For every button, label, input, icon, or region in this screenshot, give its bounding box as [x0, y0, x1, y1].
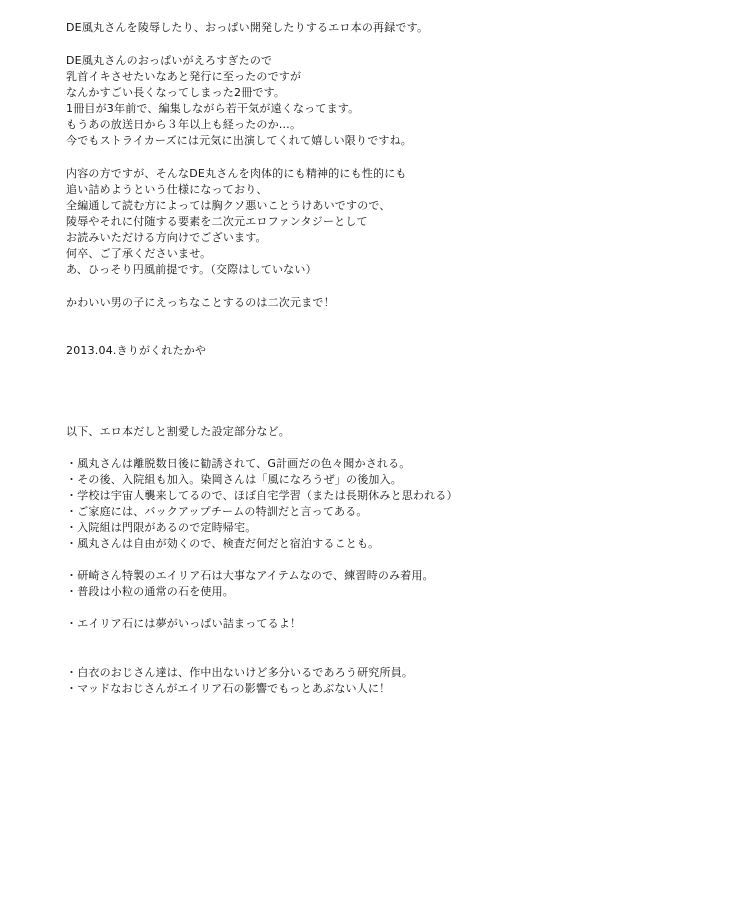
settings-item: ・その後、入院組も加入。染岡さんは「風になろうぜ」の後加入。	[66, 473, 402, 486]
about-line: なんかすごい長くなってしまった2冊です。	[66, 86, 286, 99]
about-line: 今でもストライカーズには元気に出演してくれて嬉しい限りですね。	[66, 134, 412, 147]
settings-item: ・エイリア石には夢がいっぱい詰まってるよ！	[66, 617, 302, 630]
content-line: 追い詰めようという仕様になっており、	[66, 183, 268, 196]
settings-item: ・普段は小粒の通常の石を使用。	[66, 585, 234, 598]
settings-item: ・白衣のおじさん達は、作中出ないけど多分いるであろう研究所員。	[66, 666, 414, 679]
about-line: DE風丸さんのおっぱいがえろすぎたので	[66, 54, 273, 67]
settings-item: ・風丸さんは離脱数日後に勧誘されて、G計画だの色々聞かされる。	[66, 457, 411, 470]
settings-item: ・マッドなおじさんがエイリア石の影響でもっとあぶない人に！	[66, 682, 391, 695]
content-line: あ、ひっそり円風前提です。（交際はしていない）	[66, 263, 317, 276]
settings-item: ・入院組は門限があるので定時帰宅。	[66, 521, 257, 534]
about-line: もうあの放送日から３年以上も経ったのか…。	[66, 118, 302, 131]
settings-item: ・研崎さん特製のエイリア石は大事なアイテムなので、練習時のみ着用。	[66, 569, 434, 582]
settings-item: ・学校は宇宙人襲来してるので、ほぼ自宅学習（または長期休みと思われる）	[66, 489, 458, 502]
about-line: 1冊目が3年前で、編集しながら若干気が遠くなってます。	[66, 102, 360, 115]
intro-line: DE風丸さんを陵辱したり、おっぱい開発したりするエロ本の再録です。	[66, 21, 429, 34]
closing-line: かわいい男の子にえっちなことするのは二次元まで！	[66, 296, 335, 309]
about-line: 乳首イキさせたいなあと発行に至ったのですが	[66, 70, 302, 83]
signature-line: 2013.04.きりがくれたかや	[66, 344, 207, 357]
content-line: 陵辱やそれに付随する要素を二次元エロファンタジーとして	[66, 215, 368, 228]
settings-heading: 以下、エロ本だしと割愛した設定部分など。	[66, 425, 290, 438]
settings-item: ・ご家庭には、バックアップチームの特訓だと言ってある。	[66, 505, 368, 518]
content-line: 何卒、ご了承くださいませ。	[66, 247, 212, 260]
content-line: 全編通して読む方によっては胸クソ悪いことうけあいですので、	[66, 199, 391, 212]
content-line: 内容の方ですが、そんなDE丸さんを肉体的にも精神的にも性的にも	[66, 167, 407, 180]
content-line: お読みいただける方向けでございます。	[66, 231, 267, 244]
settings-item: ・風丸さんは自由が効くので、検査だ何だと宿泊することも。	[66, 537, 380, 550]
